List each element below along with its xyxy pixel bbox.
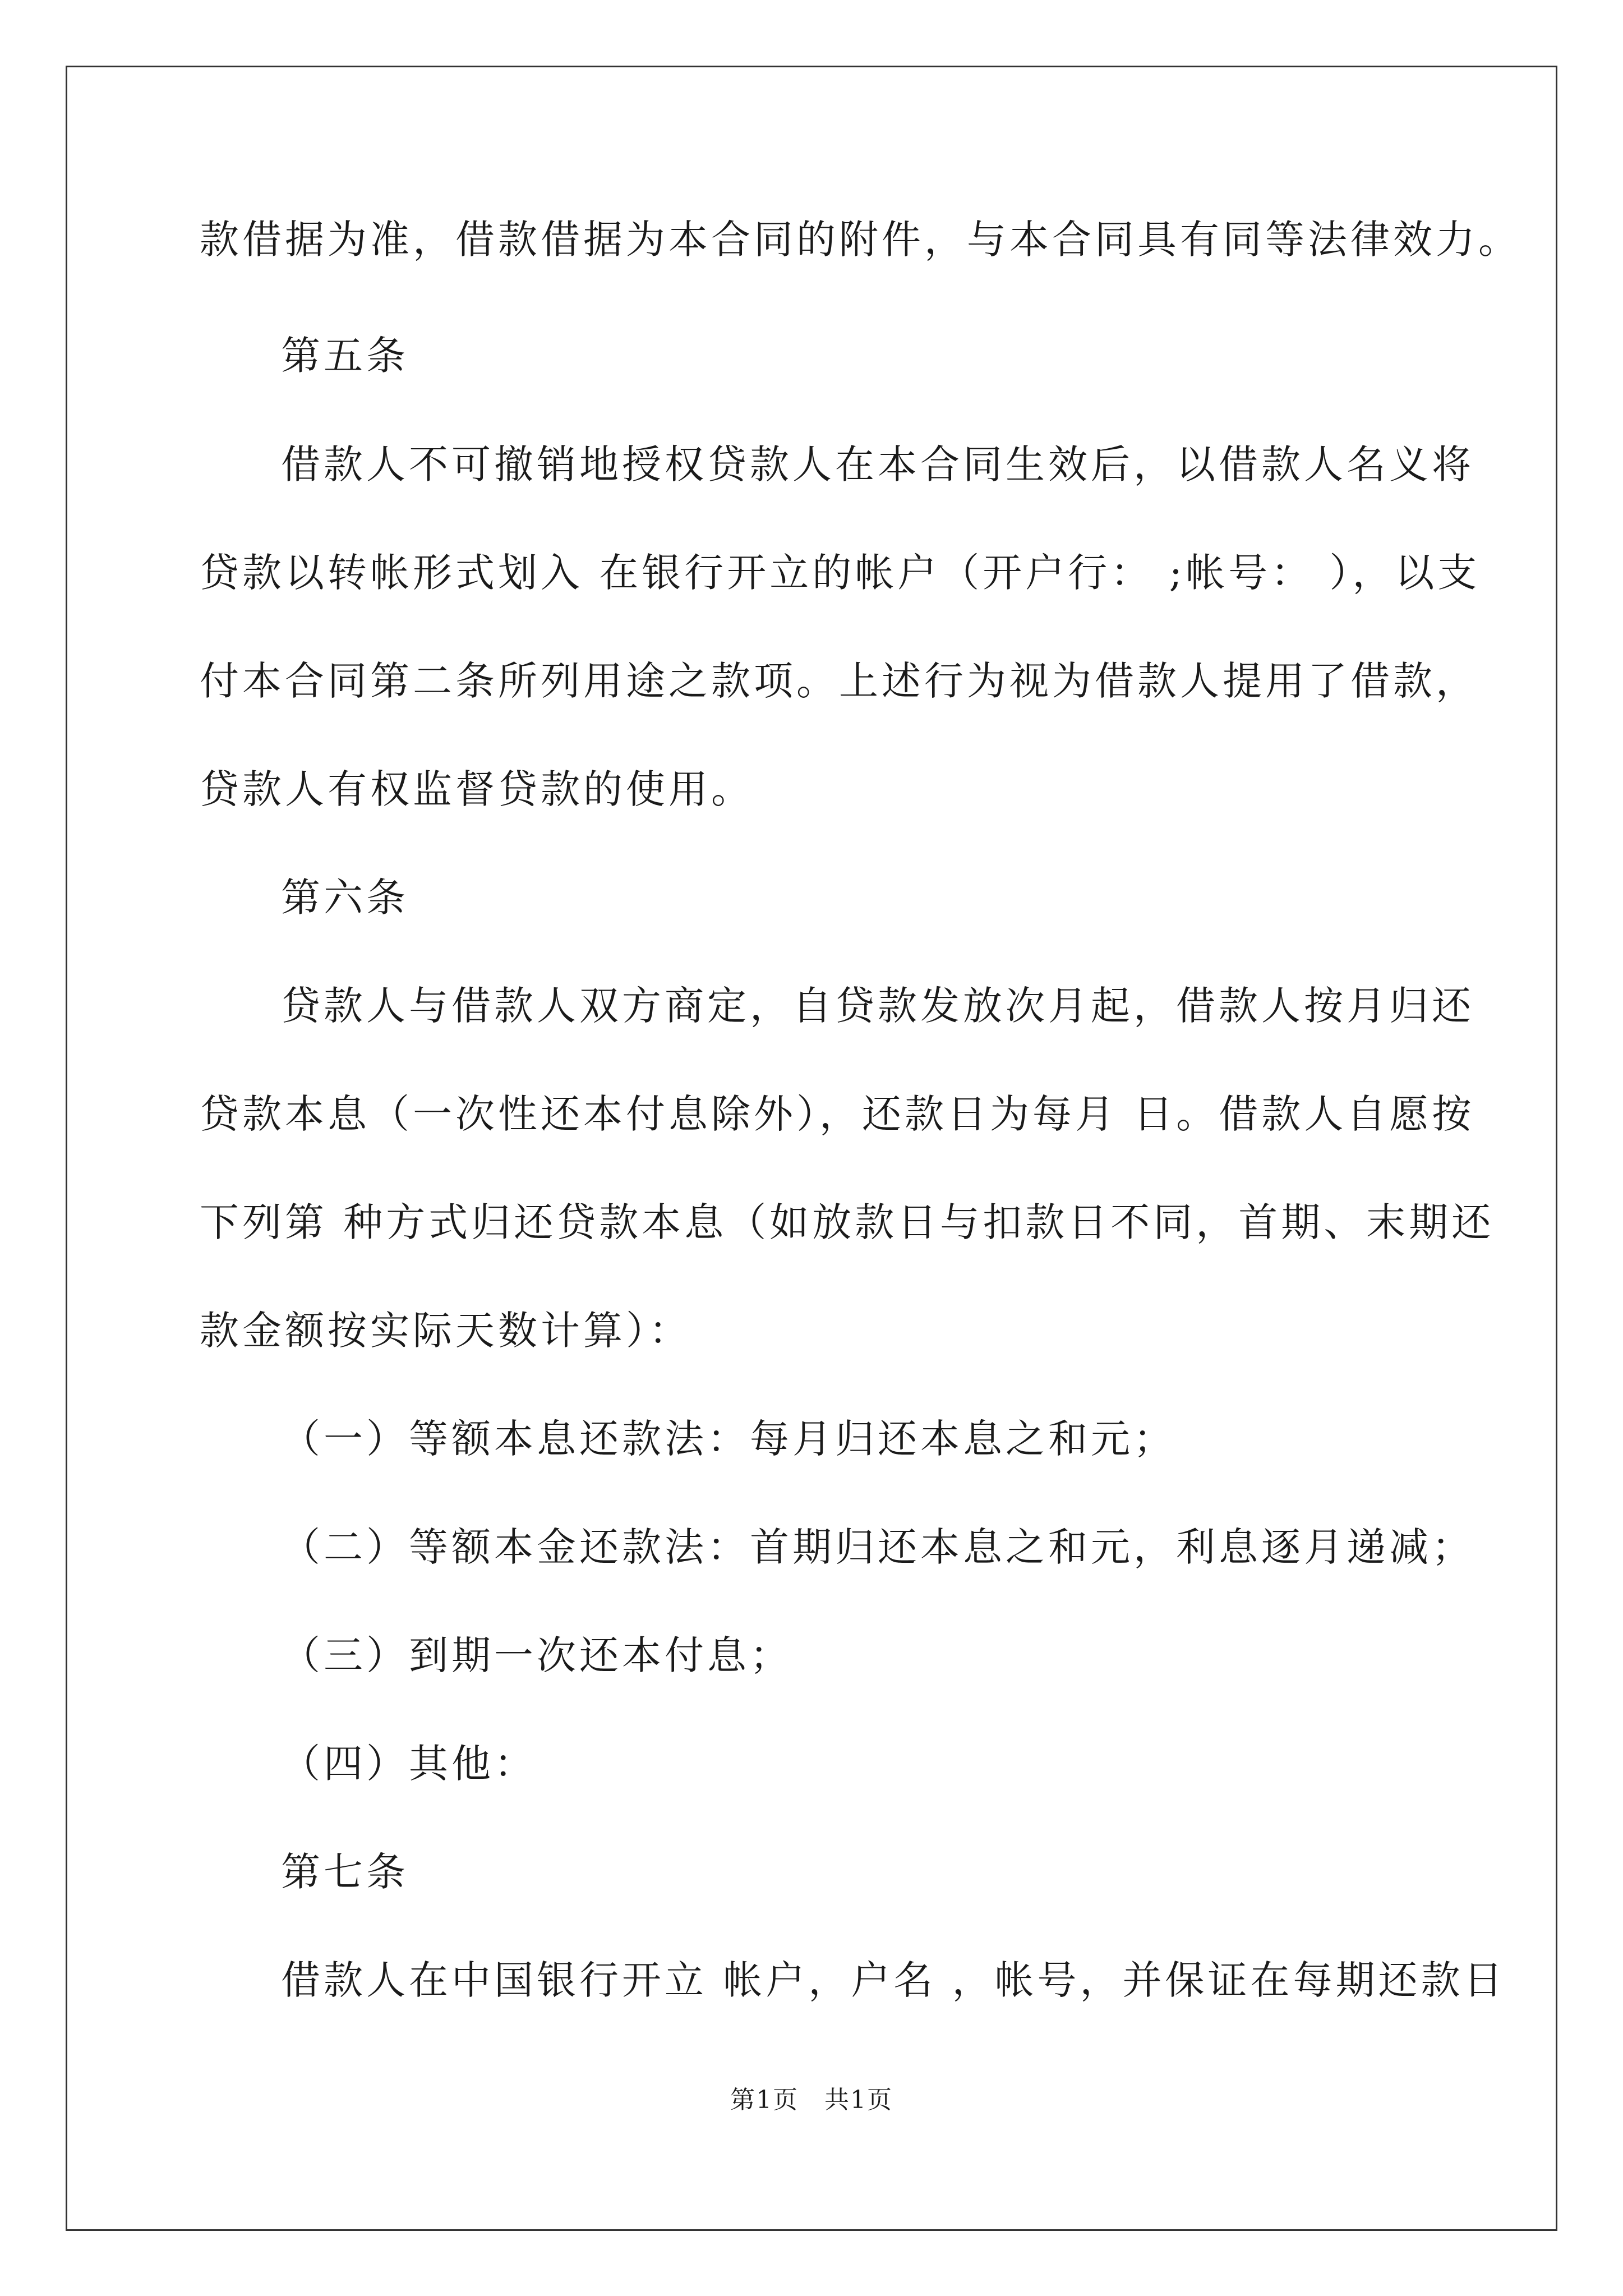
section-heading: 第七条 [281, 1849, 409, 1895]
page-footer: 第1页 共1页 [730, 2086, 893, 2114]
text-line: 贷款人与借款人双方商定，自贷款发放次月起，借款人按月归还 [281, 983, 1474, 1029]
text-line: 款借据为准，借款借据为本合同的附件，与本合同具有同等法律效力。 [200, 217, 1521, 263]
list-item: （三）到期一次还本付息； [281, 1632, 792, 1678]
section-heading: 第五条 [281, 333, 409, 379]
list-item: （二）等额本金还款法：首期归还本息之和元，利息逐月递减； [281, 1524, 1474, 1570]
text-line: 借款人不可撤销地授权贷款人在本合同生效后，以借款人名义将 [281, 441, 1474, 487]
text-line: 付本合同第二条所列用途之款项。上述行为视为借款人提用了借款， [200, 658, 1478, 704]
text-line: 款金额按实际天数计算）： [200, 1308, 691, 1354]
text-line: 借款人在中国银行开立 帐户，户名 ，帐号，并保证在每期还款日 [281, 1957, 1506, 2003]
text-line: 贷款以转帐形式划入 在银行开立的帐户（开户行： ;帐号： ），以支 [200, 550, 1481, 596]
list-item: （一）等额本息还款法：每月归还本息之和元； [281, 1416, 1176, 1462]
text-line: 贷款本息（一次性还本付息除外），还款日为每月 日。借款人自愿按 [200, 1091, 1475, 1137]
text-line: 贷款人有权监督贷款的使用。 [200, 766, 754, 812]
list-item: （四）其他： [281, 1741, 537, 1787]
text-line: 下列第 种方式归还贷款本息（如放款日与扣款日不同，首期、末期还 [200, 1199, 1495, 1245]
section-heading: 第六条 [281, 875, 409, 921]
